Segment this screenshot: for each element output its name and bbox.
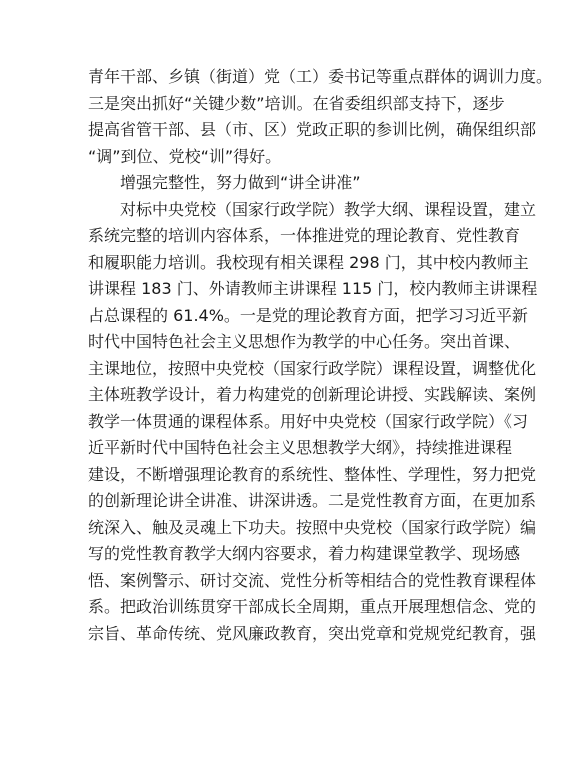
text-line: 近平新时代中国特色社会主义思想教学大纲》，持续推进课程 bbox=[88, 438, 513, 457]
text-line: 增强完整性，努力做到“讲全讲准” bbox=[120, 173, 361, 192]
text-line: 三是突出抓好“关键少数”培训。在省委组织部支持下，逐步 bbox=[88, 93, 505, 113]
text-line: “调”到位、党校“训”得好。 bbox=[88, 146, 282, 166]
text-line: 系统完整的培训内容体系，一体推进党的理论教育、党性教育 bbox=[88, 226, 521, 245]
text-line: 提高省管干部、县（市、区）党政正职的参训比例，确保组织部 bbox=[88, 120, 537, 139]
text-line: 统深入、触及灵魂上下功夫。按照中央党校（国家行政学院）编 bbox=[88, 517, 537, 537]
text-line: 主体班教学设计，着力构建党的创新理论讲授、实践解读、案例 bbox=[88, 385, 537, 404]
body-text bbox=[88, 64, 553, 647]
text-line: 悟、案例警示、研讨交流、党性分析等相结合的党性教育课程体 bbox=[88, 570, 537, 590]
text-line: 教学一体贯通的课程体系。用好中央党校（国家行政学院）《习 bbox=[88, 411, 529, 431]
text-line: 占总课程的 61.4%。一是党的理论教育方面，把学习习近平新 bbox=[88, 305, 528, 325]
text-line: 建设，不断增强理论教育的系统性、整体性、学理性，努力把党 bbox=[88, 464, 537, 484]
text-line: 的创新理论讲全讲准、讲深讲透。二是党性教育方面，在更加系 bbox=[88, 491, 537, 510]
text-line: 青年干部、乡镇（街道）党（工）委书记等重点群体的调训力度。 bbox=[88, 67, 553, 86]
text-line: 宗旨、革命传统、党风廉政教育，突出党章和党规党纪教育，强 bbox=[88, 623, 537, 643]
text-line: 对标中央党校（国家行政学院）教学大纲、课程设置，建立 bbox=[120, 199, 537, 219]
text-line: 和履职能力培训。我校现有相关课程 298 门，其中校内教师主 bbox=[88, 252, 529, 272]
text-line: 时代中国特色社会主义思想作为教学的中心任务。突出首课、 bbox=[88, 332, 521, 351]
text-line: 系。把政治训练贯穿干部成长全周期，重点开展理想信念、党的 bbox=[88, 597, 537, 616]
text-line: 主课地位，按照中央党校（国家行政学院）课程设置，调整优化 bbox=[88, 358, 537, 378]
text-line: 讲课程 183 门、外请教师主讲课程 115 门，校内教师主讲课程 bbox=[88, 279, 538, 298]
text-line: 写的党性教育教学大纲内容要求，着力构建课堂教学、现场感 bbox=[88, 544, 521, 563]
